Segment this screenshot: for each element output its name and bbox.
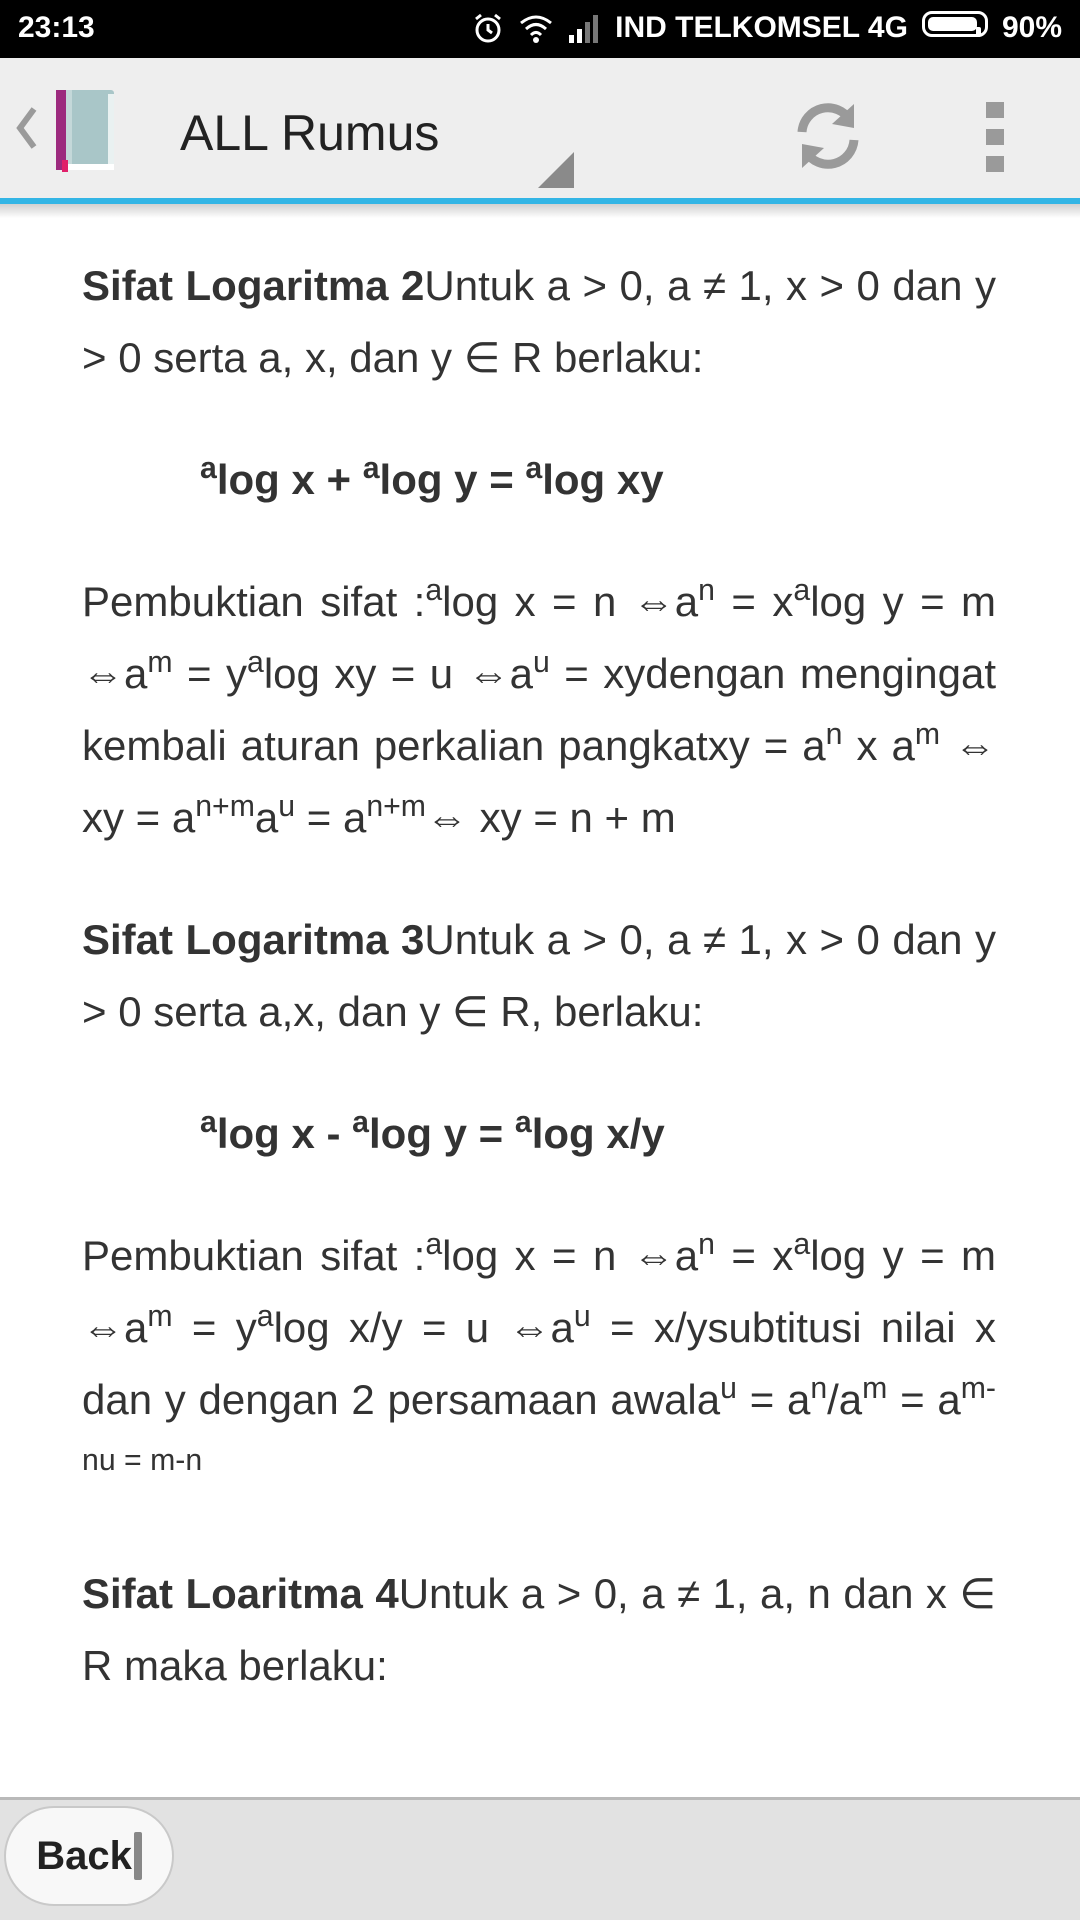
formula-sifat-2: $^a$log x + $^a$log y = $^a$log xy	[200, 451, 664, 503]
overflow-menu-icon[interactable]	[984, 100, 1008, 174]
wifi-icon	[519, 11, 553, 45]
proof-sifat-2: Pembuktian sifat :$^a$log x = n $\Leftrightarrow a^n = x^a\log$ y = m $\Leftrightarrow a^m = y^a\log$ xy = u $\Leftrightarrow a^u$ = xydengan mengingat kembali aturan perkalian pangkatxy = $a^n$ x $a^m$ ⇔ xy = $a^{n+m}a^u$ = $a^{n+m}\Leftrightarrow$ xy = n + m	[82, 573, 996, 841]
refresh-icon[interactable]	[788, 96, 868, 176]
action-bar-shadow	[0, 204, 1080, 218]
section-text-sifat-3: Untuk a > 0, a ≠ 1, x > 0 dan y > 0 serta a,x, dan y ∈ R, berlaku:	[82, 916, 996, 1035]
status-icons	[471, 11, 1062, 45]
text-cursor	[134, 1832, 142, 1880]
carrier-label: IND TELKOMSEL 4G	[615, 11, 908, 44]
section-text-sifat-4: Untuk a > 0, a ≠ 1, a, n dan x ∈ R maka berlaku:	[82, 1570, 996, 1689]
section-text-sifat-2: Untuk a > 0, a ≠ 1, x > 0 dan y > 0 serta a, x, dan y ∈ R berlaku:	[82, 262, 996, 381]
paragraph-sifat-4	[82, 1558, 996, 1702]
alarm-icon	[471, 11, 505, 45]
action-bar	[0, 58, 1080, 198]
back-button-label: Back	[36, 1833, 132, 1878]
book-icon[interactable]	[52, 88, 118, 174]
battery-percent: 90%	[1001, 11, 1062, 44]
proof-sifat-3: Pembuktian sifat :$^a$log x = n $\Leftrightarrow a^n = x^a\log$ y = m $\Leftrightarrow a^m = y^a\log$ x/y = u $\Leftrightarrow a^u$ = x/ysubtitusi nilai x dan y dengan 2 persamaan awala$^u$ = $a^n/a^m = a^{m-nu = m-n}$	[82, 1227, 996, 1477]
section-title-sifat-3: Sifat Logaritma 3	[82, 916, 425, 963]
section-title-sifat-2: Sifat Logaritma 2	[82, 262, 425, 309]
dropdown-triangle-icon[interactable]	[536, 150, 576, 190]
bottom-bar	[0, 1797, 1080, 1920]
paragraph-sifat-2	[82, 250, 996, 394]
app-title[interactable]: ALL Rumus	[180, 105, 440, 161]
article-content	[82, 250, 996, 1780]
back-button[interactable]	[4, 1806, 174, 1906]
section-title-sifat-4: Sifat Loaritma 4	[82, 1570, 399, 1617]
battery-icon	[922, 11, 988, 45]
signal-icon	[567, 11, 601, 45]
status-time: 23:13	[18, 11, 95, 44]
paragraph-sifat-3	[82, 904, 996, 1048]
formula-sifat-3: $^a$log x - $^a$log y = $^a$log x/y	[200, 1105, 665, 1157]
chevron-left-icon[interactable]	[12, 103, 42, 153]
status-bar	[0, 0, 1080, 58]
